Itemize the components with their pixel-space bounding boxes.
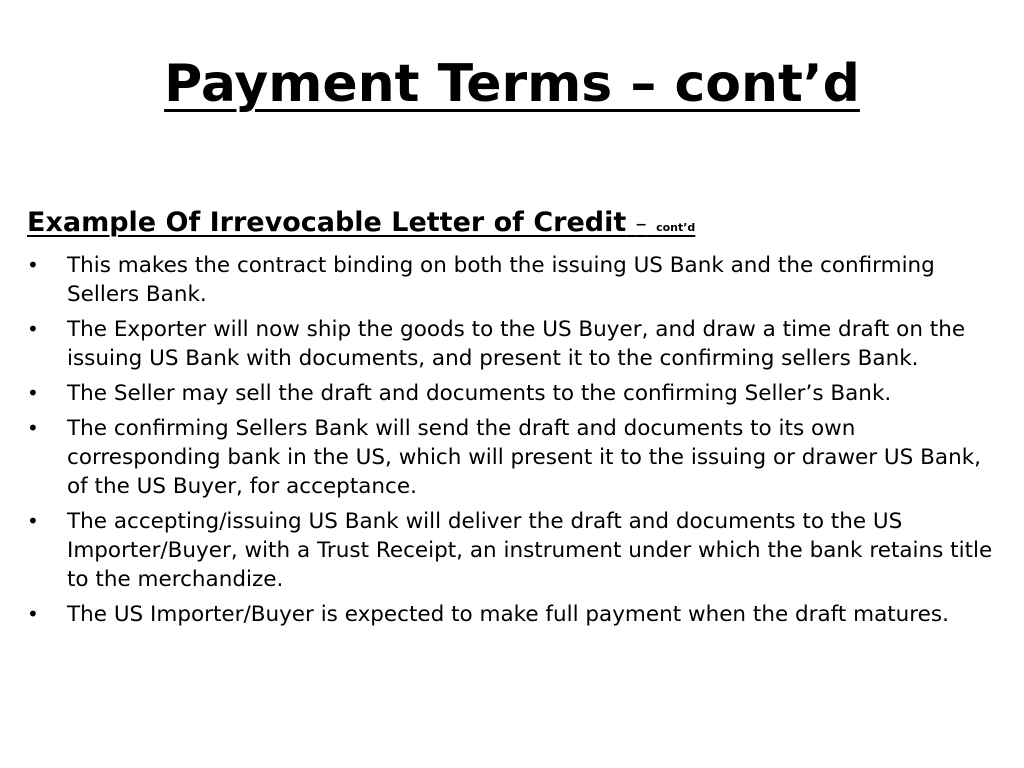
section-heading-suffix: cont’d [656,221,696,234]
bullet-text: The Exporter will now ship the goods to the US Buyer, and draw a time draft on the issuing US Bank with documents, and present it to the confirming sellers Bank. [67,317,966,371]
bullet-text: The accepting/issuing US Bank will deliver the draft and documents to the US Importer/Buyer, with a Trust Receipt, an instrument under which the bank retains title to the merchandize. [67,509,993,592]
bullet-item [27,507,1002,594]
bullet-item [27,379,1002,408]
bullet-item [27,315,1002,373]
bullet-point-icon: • [27,317,39,341]
bullet-text: The Seller may sell the draft and documents to the confirming Seller’s Bank. [67,381,892,406]
bullet-list [27,251,1002,629]
bullet-text: The confirming Sellers Bank will send the draft and documents to its own corresponding bank in the US, which will present it to the issuing or drawer US Bank, of the US Buyer, for acceptance. [67,416,981,499]
section-heading-separator: – [635,212,647,237]
slide-title [0,44,1024,124]
bullet-point-icon: • [27,381,39,405]
bullet-point-icon: • [27,253,39,277]
section-heading-main: Example Of Irrevocable Letter of Credit [27,207,627,238]
bullet-point-icon: • [27,602,39,626]
slide-body [27,204,1002,635]
bullet-point-icon: • [27,416,39,440]
section-heading [27,204,1002,247]
bullet-item [27,414,1002,501]
bullet-item [27,600,1002,629]
slide-title-text: Payment Terms – cont’d [164,54,860,114]
bullet-text: This makes the contract binding on both the issuing US Bank and the confirming Sellers Bank. [67,253,935,307]
bullet-item [27,251,1002,309]
bullet-point-icon: • [27,509,39,533]
bullet-text: The US Importer/Buyer is expected to make full payment when the draft matures. [67,602,949,627]
